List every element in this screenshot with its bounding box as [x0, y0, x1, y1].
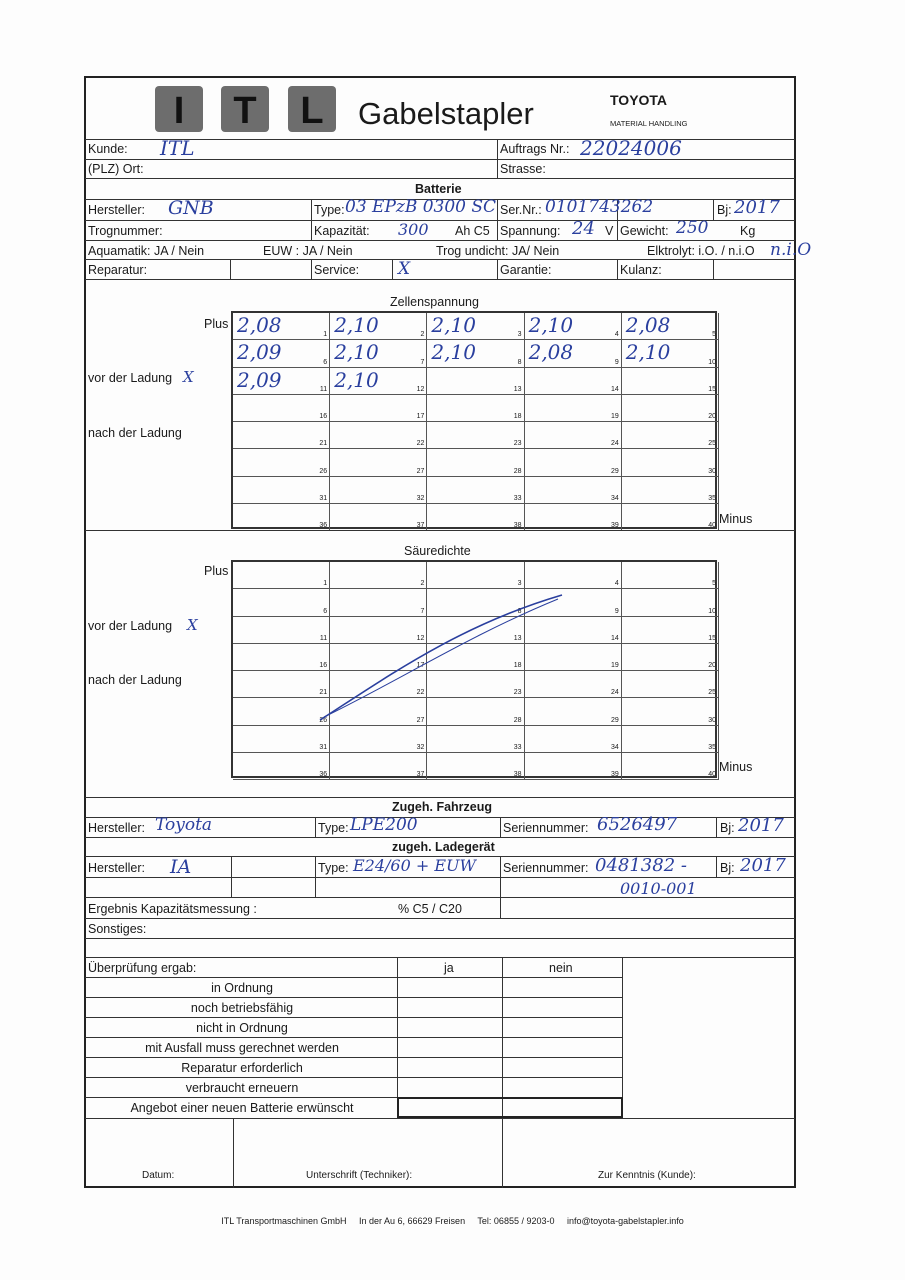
sd-cell-number: 40: [708, 771, 716, 778]
zs-nach: nach der Ladung: [88, 426, 182, 440]
batterie-title: Batterie: [415, 182, 462, 196]
cancel-stroke: [300, 585, 580, 730]
sernr-value: 0101743262: [545, 197, 654, 217]
brand-name: TOYOTA: [610, 92, 668, 108]
zs-cell-24: [525, 422, 622, 449]
zs-cell-30: [622, 449, 719, 476]
sd-cell-number: 14: [610, 634, 619, 642]
pruefung-checkbox[interactable]: [398, 1058, 622, 1077]
spannung-unit: V: [605, 224, 614, 238]
zs-cell-value: 2,10: [431, 313, 476, 337]
zs-cell-number: 4: [614, 331, 619, 339]
datum-label: Datum:: [142, 1170, 175, 1181]
zs-cell-9: [525, 340, 622, 367]
kapazitaet-value: 300: [398, 220, 429, 239]
kunde-value: ITL: [160, 136, 195, 160]
ergebnis-label: Ergebnis Kapazitätsmessung :: [88, 902, 257, 916]
zs-cell-number: 37: [416, 522, 425, 529]
lg-bj-value: 2017: [740, 855, 786, 876]
sd-cell-number: 6: [323, 607, 328, 615]
zs-cell-number: 34: [610, 494, 619, 502]
zs-cell-29: [525, 449, 622, 476]
sd-cell-number: 29: [610, 716, 619, 724]
sd-cell-number: 22: [416, 689, 425, 697]
zs-cell-number: 2: [420, 331, 425, 339]
sd-cell-20: [622, 644, 719, 671]
lg-hersteller-label: Hersteller:: [88, 861, 145, 875]
zs-cell-number: 23: [513, 440, 522, 448]
zs-cell-number: 31: [319, 494, 328, 502]
zs-cell-number: 30: [708, 467, 716, 475]
sd-cell-number: 36: [319, 771, 328, 778]
zs-cell-number: 26: [319, 467, 328, 475]
zs-cell-number: 11: [319, 385, 328, 393]
zs-cell-5: [622, 313, 719, 340]
sd-cell-number: 23: [513, 689, 522, 697]
zs-cell-3: [427, 313, 524, 340]
sd-cell-number: 35: [708, 743, 716, 751]
service-label: Service:: [314, 263, 360, 277]
fz-type-label: Type:: [318, 821, 349, 835]
zs-cell-23: [427, 422, 524, 449]
zs-cell-2: [330, 313, 427, 340]
zs-cell-16: [233, 395, 330, 422]
sd-cell-number: 13: [513, 634, 522, 642]
lg-serien-value-2: 0010-001: [620, 879, 697, 898]
footer-address: In der Au 6, 66629 Freisen: [359, 1216, 466, 1226]
fz-serien-label: Seriennummer:: [503, 821, 589, 835]
pruefung-nein: nein: [549, 961, 573, 975]
auftrag-value: 22024006: [580, 136, 682, 160]
zs-cell-number: 28: [513, 467, 522, 475]
sd-cell-number: 25: [708, 689, 716, 697]
sonstiges-label: Sonstiges:: [88, 922, 147, 936]
zs-cell-number: 12: [416, 385, 425, 393]
zs-cell-number: 21: [319, 440, 328, 448]
ergebnis-unit: % C5 / C20: [398, 902, 462, 916]
saeuredichte-title: Säuredichte: [404, 544, 471, 558]
sd-cell-number: 26: [319, 716, 328, 724]
sd-cell-35: [622, 726, 719, 753]
zs-minus: Minus: [719, 512, 753, 526]
zs-cell-number: 6: [323, 358, 328, 366]
zs-cell-number: 1: [323, 331, 328, 339]
sd-cell-36: [233, 753, 330, 780]
zs-cell-number: 27: [416, 467, 425, 475]
zs-cell-number: 32: [416, 494, 425, 502]
sd-cell-number: 20: [708, 662, 716, 669]
pruefung-label: Überprüfung ergab:: [88, 961, 197, 975]
zs-cell-40: [622, 504, 719, 531]
spannung-value: 24: [572, 218, 595, 239]
zs-plus: Plus: [204, 317, 229, 331]
zs-cell-39: [525, 504, 622, 531]
zs-cell-21: [233, 422, 330, 449]
zs-cell-number: 29: [610, 467, 619, 475]
pruefung-row: in Ordnung: [211, 981, 273, 995]
sd-cell-number: 21: [319, 689, 328, 697]
zs-cell-value: 2,10: [334, 313, 379, 337]
sd-cell-15: [622, 617, 719, 644]
zs-cell-7: [330, 340, 427, 367]
zs-cell-number: 7: [420, 358, 425, 366]
zellenspannung-title: Zellenspannung: [390, 295, 479, 309]
sd-cell-40: [622, 753, 719, 780]
fz-bj-label: Bj:: [720, 821, 735, 835]
sd-cell-number: 4: [614, 580, 619, 588]
gewicht-label: Gewicht:: [620, 224, 669, 238]
sd-cell-number: 15: [708, 634, 716, 642]
zs-cell-number: 22: [416, 440, 425, 448]
sd-cell-5: [622, 562, 719, 589]
lg-type-label: Type:: [318, 861, 349, 875]
zs-cell-15: [622, 368, 719, 395]
garantie-label: Garantie:: [500, 263, 552, 277]
sd-cell-number: 12: [416, 634, 425, 642]
zs-cell-19: [525, 395, 622, 422]
zs-cell-37: [330, 504, 427, 531]
zs-cell-value: 2,10: [334, 367, 379, 392]
fz-hersteller-label: Hersteller:: [88, 821, 145, 835]
zs-vor-mark: X: [183, 368, 194, 386]
sd-cell-39: [525, 753, 622, 780]
zs-cell-value: 2,10: [334, 340, 379, 365]
bj-value: 2017: [734, 197, 780, 218]
fz-type-value: LPE200: [350, 815, 418, 835]
euw-label: EUW : JA / Nein: [263, 244, 353, 258]
zellenspannung-grid: [231, 311, 717, 529]
footer-tel: Tel: 06855 / 9203-0: [477, 1216, 555, 1226]
sd-cell-number: 38: [513, 771, 522, 778]
hersteller-label: Hersteller:: [88, 203, 145, 217]
zs-cell-31: [233, 477, 330, 504]
sd-cell-number: 10: [708, 607, 716, 615]
sd-cell-number: 11: [319, 634, 328, 642]
fahrzeug-title: Zugeh. Fahrzeug: [392, 800, 492, 814]
techniker-label: Unterschrift (Techniker):: [306, 1170, 413, 1181]
logo-letter-i: I: [155, 86, 203, 132]
zs-cell-18: [427, 395, 524, 422]
zs-cell-value: 2,09: [237, 340, 282, 365]
zs-cell-35: [622, 477, 719, 504]
sd-cell-number: 7: [420, 607, 425, 615]
zs-cell-10: [622, 340, 719, 367]
zs-cell-number: 25: [708, 440, 716, 448]
zs-cell-8: [427, 340, 524, 367]
lg-serien-label: Seriennummer:: [503, 861, 589, 875]
fz-serien-value: 6526497: [597, 814, 678, 835]
zs-cell-17: [330, 395, 427, 422]
pruefung-row: mit Ausfall muss gerechnet werden: [145, 1041, 339, 1055]
zs-cell-number: 9: [614, 358, 619, 366]
zs-cell-number: 16: [319, 413, 328, 420]
sd-cell-number: 39: [610, 771, 619, 778]
sd-cell-25: [622, 671, 719, 698]
sd-plus: Plus: [204, 564, 229, 578]
fz-bj-value: 2017: [738, 815, 784, 836]
sd-cell-number: 18: [513, 662, 522, 669]
zs-cell-number: 33: [513, 494, 522, 502]
sd-cell-number: 19: [610, 662, 619, 669]
fz-hersteller-value: Toyota: [155, 815, 213, 835]
sd-cell-number: 27: [416, 716, 425, 724]
zs-cell-value: 2,10: [625, 340, 671, 365]
sd-cell-number: 37: [416, 771, 425, 778]
sd-cell-number: 32: [416, 743, 425, 751]
zs-vor: vor der Ladung: [88, 371, 173, 385]
sd-cell-number: 8: [517, 607, 522, 615]
gewicht-unit: Kg: [740, 224, 756, 238]
zs-cell-36: [233, 504, 330, 531]
zs-cell-11: [233, 368, 330, 395]
pruefung-checkbox[interactable]: [398, 1078, 622, 1097]
pruefung-row: noch betriebsfähig: [190, 1001, 294, 1015]
sd-cell-number: 33: [513, 743, 522, 751]
sd-cell-number: 24: [610, 689, 619, 697]
kunde-signature-label: Zur Kenntnis (Kunde):: [598, 1170, 696, 1181]
sd-cell-10: [622, 589, 719, 616]
lg-bj-label: Bj:: [720, 861, 735, 875]
sd-cell-number: 3: [517, 580, 522, 588]
zs-cell-number: 36: [319, 522, 328, 529]
zs-cell-value: 2,08: [528, 340, 574, 365]
ladegeraet-title: zugeh. Ladegerät: [392, 840, 495, 854]
zs-cell-32: [330, 477, 427, 504]
gewicht-value: 250: [676, 218, 709, 238]
pruefung-checkbox[interactable]: [398, 978, 622, 997]
pruefung-row: Reparatur erforderlich: [181, 1061, 303, 1075]
sd-cell-number: 2: [420, 580, 425, 588]
type-value: 03 EPzB 0300 SC: [345, 197, 497, 217]
reparatur-label: Reparatur:: [88, 263, 148, 277]
lg-hersteller-value: IA: [170, 856, 192, 878]
zs-cell-number: 18: [513, 413, 522, 420]
zs-cell-value: 2,10: [528, 313, 574, 337]
zs-cell-number: 3: [517, 331, 522, 339]
zs-cell-1: [233, 313, 330, 340]
sd-cell-number: 28: [513, 716, 522, 724]
sd-cell-number: 31: [319, 743, 328, 751]
elektrolyt-label: Elktrolyt: i.O. / n.i.O: [647, 244, 755, 258]
sd-cell-number: 34: [610, 743, 619, 751]
zs-cell-number: 10: [708, 358, 716, 366]
zs-cell-27: [330, 449, 427, 476]
service-value: X: [398, 259, 411, 279]
zs-cell-26: [233, 449, 330, 476]
sd-cell-number: 5: [712, 580, 716, 588]
zs-cell-value: 2,09: [237, 367, 282, 392]
footer-email: info@toyota-gabelstapler.info: [567, 1216, 684, 1226]
zs-cell-13: [427, 368, 524, 395]
zs-cell-number: 19: [610, 413, 619, 420]
auftrag-label: Auftrags Nr.:: [500, 142, 570, 156]
angebot-box: [397, 1097, 623, 1118]
pruefung-row: Angebot einer neuen Batterie erwünscht: [130, 1101, 354, 1115]
sd-vor-mark: X: [187, 616, 198, 634]
sd-nach: nach der Ladung: [88, 673, 182, 687]
zs-cell-number: 17: [416, 413, 425, 420]
footer: [0, 1216, 905, 1226]
zs-cell-number: 14: [610, 385, 619, 393]
lg-type-value: E24/60 + EUW: [353, 856, 476, 875]
zs-cell-number: 35: [708, 494, 716, 502]
sd-cell-38: [427, 753, 524, 780]
zs-cell-value: 2,10: [431, 340, 476, 365]
hersteller-value: GNB: [168, 197, 214, 219]
zs-cell-20: [622, 395, 719, 422]
sd-cell-number: 16: [319, 662, 328, 669]
kulanz-label: Kulanz:: [620, 263, 662, 277]
pruefung-row: verbraucht erneuern: [185, 1081, 299, 1095]
strasse-label: Strasse:: [500, 162, 546, 176]
zs-cell-number: 5: [712, 331, 716, 339]
sd-cell-30: [622, 698, 719, 725]
sd-vor: vor der Ladung: [88, 619, 173, 633]
brand-sub: MATERIAL HANDLING: [610, 119, 688, 128]
zs-cell-12: [330, 368, 427, 395]
zs-cell-number: 40: [708, 522, 716, 529]
sd-cell-37: [330, 753, 427, 780]
zs-cell-34: [525, 477, 622, 504]
kapazitaet-label: Kapazität:: [314, 224, 370, 238]
logo-letter-t: T: [221, 86, 269, 132]
zs-cell-14: [525, 368, 622, 395]
sd-cell-number: 30: [708, 716, 716, 724]
zs-cell-25: [622, 422, 719, 449]
pruefung-ja: ja: [444, 961, 454, 975]
spannung-label: Spannung:: [500, 224, 561, 238]
aquamatik-label: Aquamatik: JA / Nein: [88, 244, 205, 258]
zs-cell-6: [233, 340, 330, 367]
zs-cell-number: 13: [513, 385, 522, 393]
zs-cell-28: [427, 449, 524, 476]
zs-cell-number: 8: [517, 358, 522, 366]
logo-letter-l: L: [288, 86, 336, 132]
zs-cell-4: [525, 313, 622, 340]
sd-cell-number: 17: [416, 662, 425, 669]
bj-label: Bj:: [717, 203, 732, 217]
ort-label: (PLZ) Ort:: [88, 162, 144, 176]
trog-undicht-label: Trog undicht: JA/ Nein: [436, 244, 560, 258]
sd-cell-number: 1: [323, 580, 328, 588]
zs-cell-38: [427, 504, 524, 531]
zs-cell-22: [330, 422, 427, 449]
zs-cell-number: 20: [708, 413, 716, 420]
pruefung-row: nicht in Ordnung: [196, 1021, 288, 1035]
elektrolyt-value: n.i.O: [770, 240, 812, 260]
zs-cell-number: 24: [610, 440, 619, 448]
sernr-label: Ser.Nr.:: [500, 203, 542, 217]
footer-company: ITL Transportmaschinen GmbH: [221, 1216, 347, 1226]
pruefung-checkbox[interactable]: [398, 1038, 622, 1057]
kunde-label: Kunde:: [88, 142, 128, 156]
logo-word: Gabelstapler: [358, 96, 534, 131]
sd-minus: Minus: [719, 760, 753, 774]
lg-serien-value: 0481382 -: [595, 855, 687, 876]
zs-cell-33: [427, 477, 524, 504]
zs-cell-value: 2,08: [625, 313, 671, 337]
zs-cell-number: 38: [513, 522, 522, 529]
sd-cell-number: 9: [614, 607, 619, 615]
pruefung-checkbox[interactable]: [398, 998, 622, 1017]
zs-cell-value: 2,08: [237, 313, 282, 337]
pruefung-checkbox[interactable]: [398, 1018, 622, 1037]
type-label: Type:: [314, 203, 345, 217]
trog-label: Trognummer:: [88, 224, 163, 238]
kapazitaet-unit: Ah C5: [455, 224, 490, 238]
zs-cell-number: 39: [610, 522, 619, 529]
zs-cell-number: 15: [708, 385, 716, 393]
